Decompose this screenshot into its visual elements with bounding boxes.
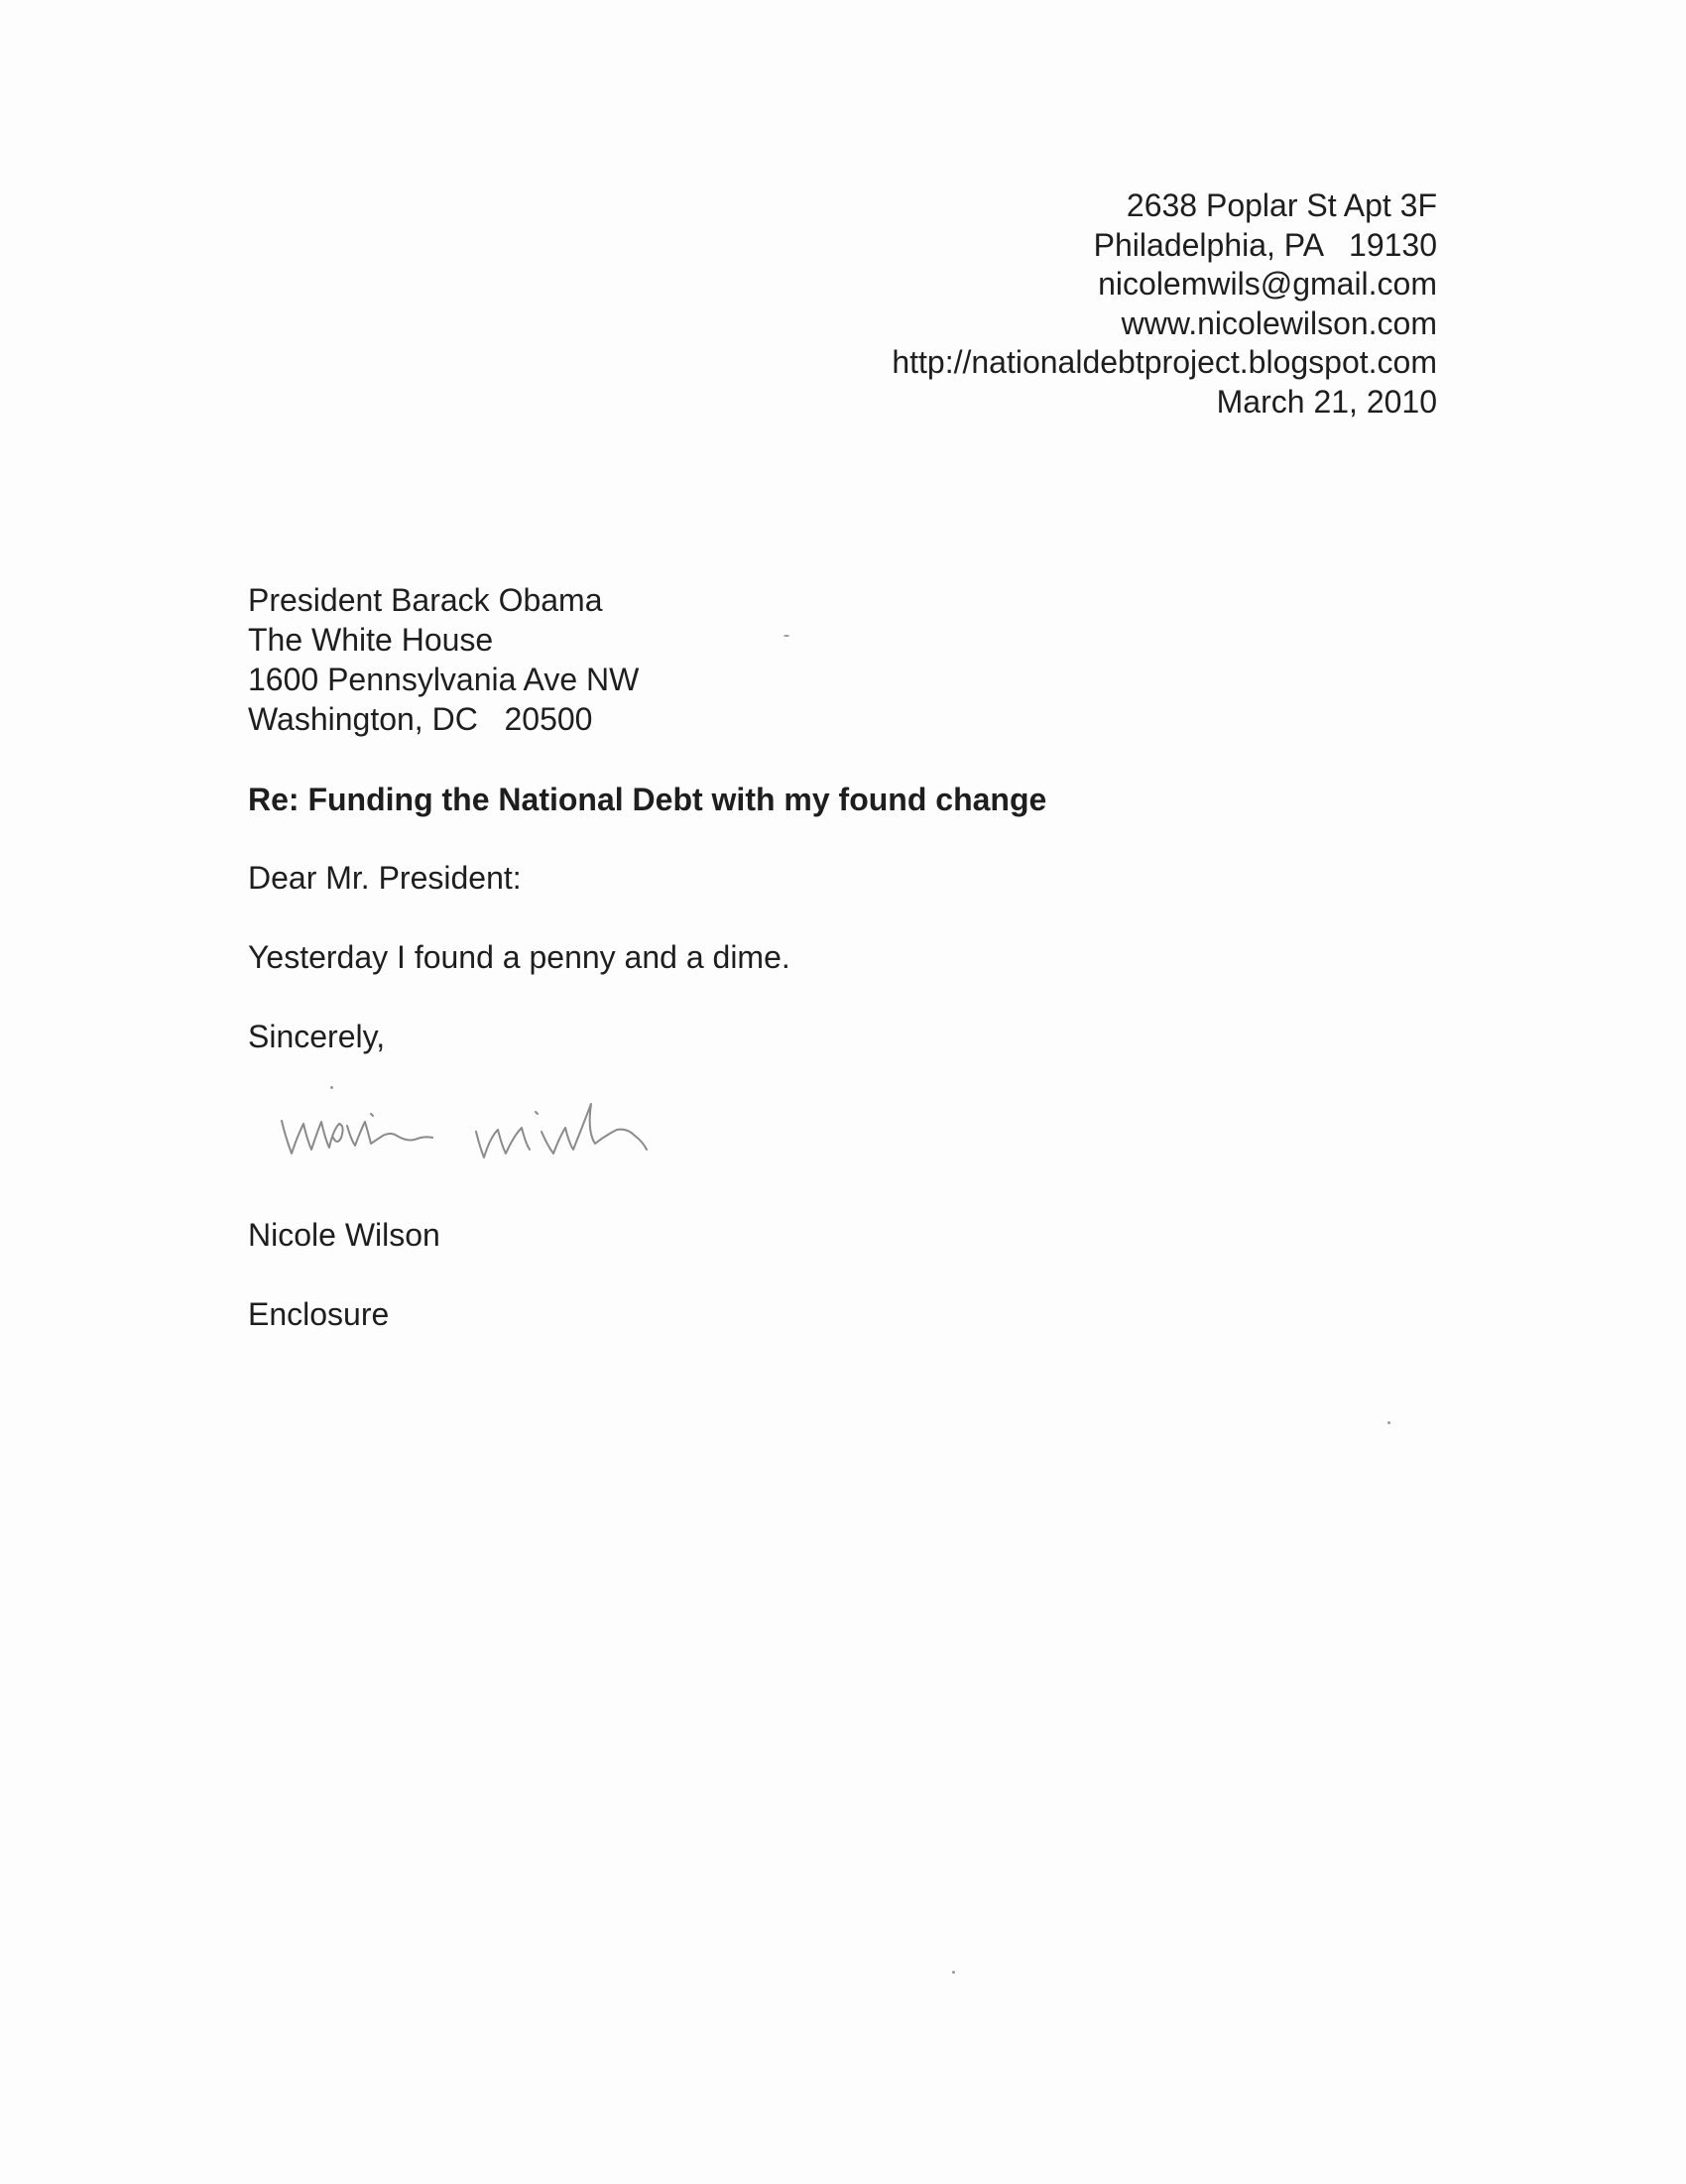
sender-blog-url: http://nationaldebtproject.blogspot.com: [892, 344, 1437, 381]
letter-date: March 21, 2010: [1216, 383, 1437, 420]
recipient-street: 1600 Pennsylvania Ave NW: [248, 662, 640, 697]
recipient-address-block: [248, 580, 639, 739]
recipient-office: The White House: [248, 622, 494, 658]
signer-name: Nicole Wilson: [248, 1217, 440, 1253]
scan-speck: [1387, 1421, 1390, 1424]
scan-speck: [330, 1086, 333, 1089]
scan-speck: [952, 1971, 955, 1974]
recipient-city-state-zip: Washington, DC 20500: [248, 701, 593, 737]
letter-body: Yesterday I found a penny and a dime.: [248, 939, 790, 975]
recipient-name: President Barack Obama: [248, 582, 603, 618]
salutation: Dear Mr. President:: [248, 860, 522, 896]
closing: Sincerely,: [248, 1019, 386, 1054]
sender-city-state-zip: Philadelphia, PA 19130: [1093, 226, 1437, 263]
sender-address-block: [892, 186, 1437, 423]
enclosure-note: Enclosure: [248, 1296, 390, 1332]
sender-email: nicolemwils@gmail.com: [1098, 266, 1437, 303]
handwritten-signature: [268, 1066, 803, 1185]
sender-street: 2638 Poplar St Apt 3F: [1126, 187, 1437, 223]
sender-website: www.nicolewilson.com: [1121, 304, 1437, 341]
subject-line: Re: Funding the National Debt with my found change: [248, 782, 1047, 817]
scan-speck: [783, 635, 789, 637]
